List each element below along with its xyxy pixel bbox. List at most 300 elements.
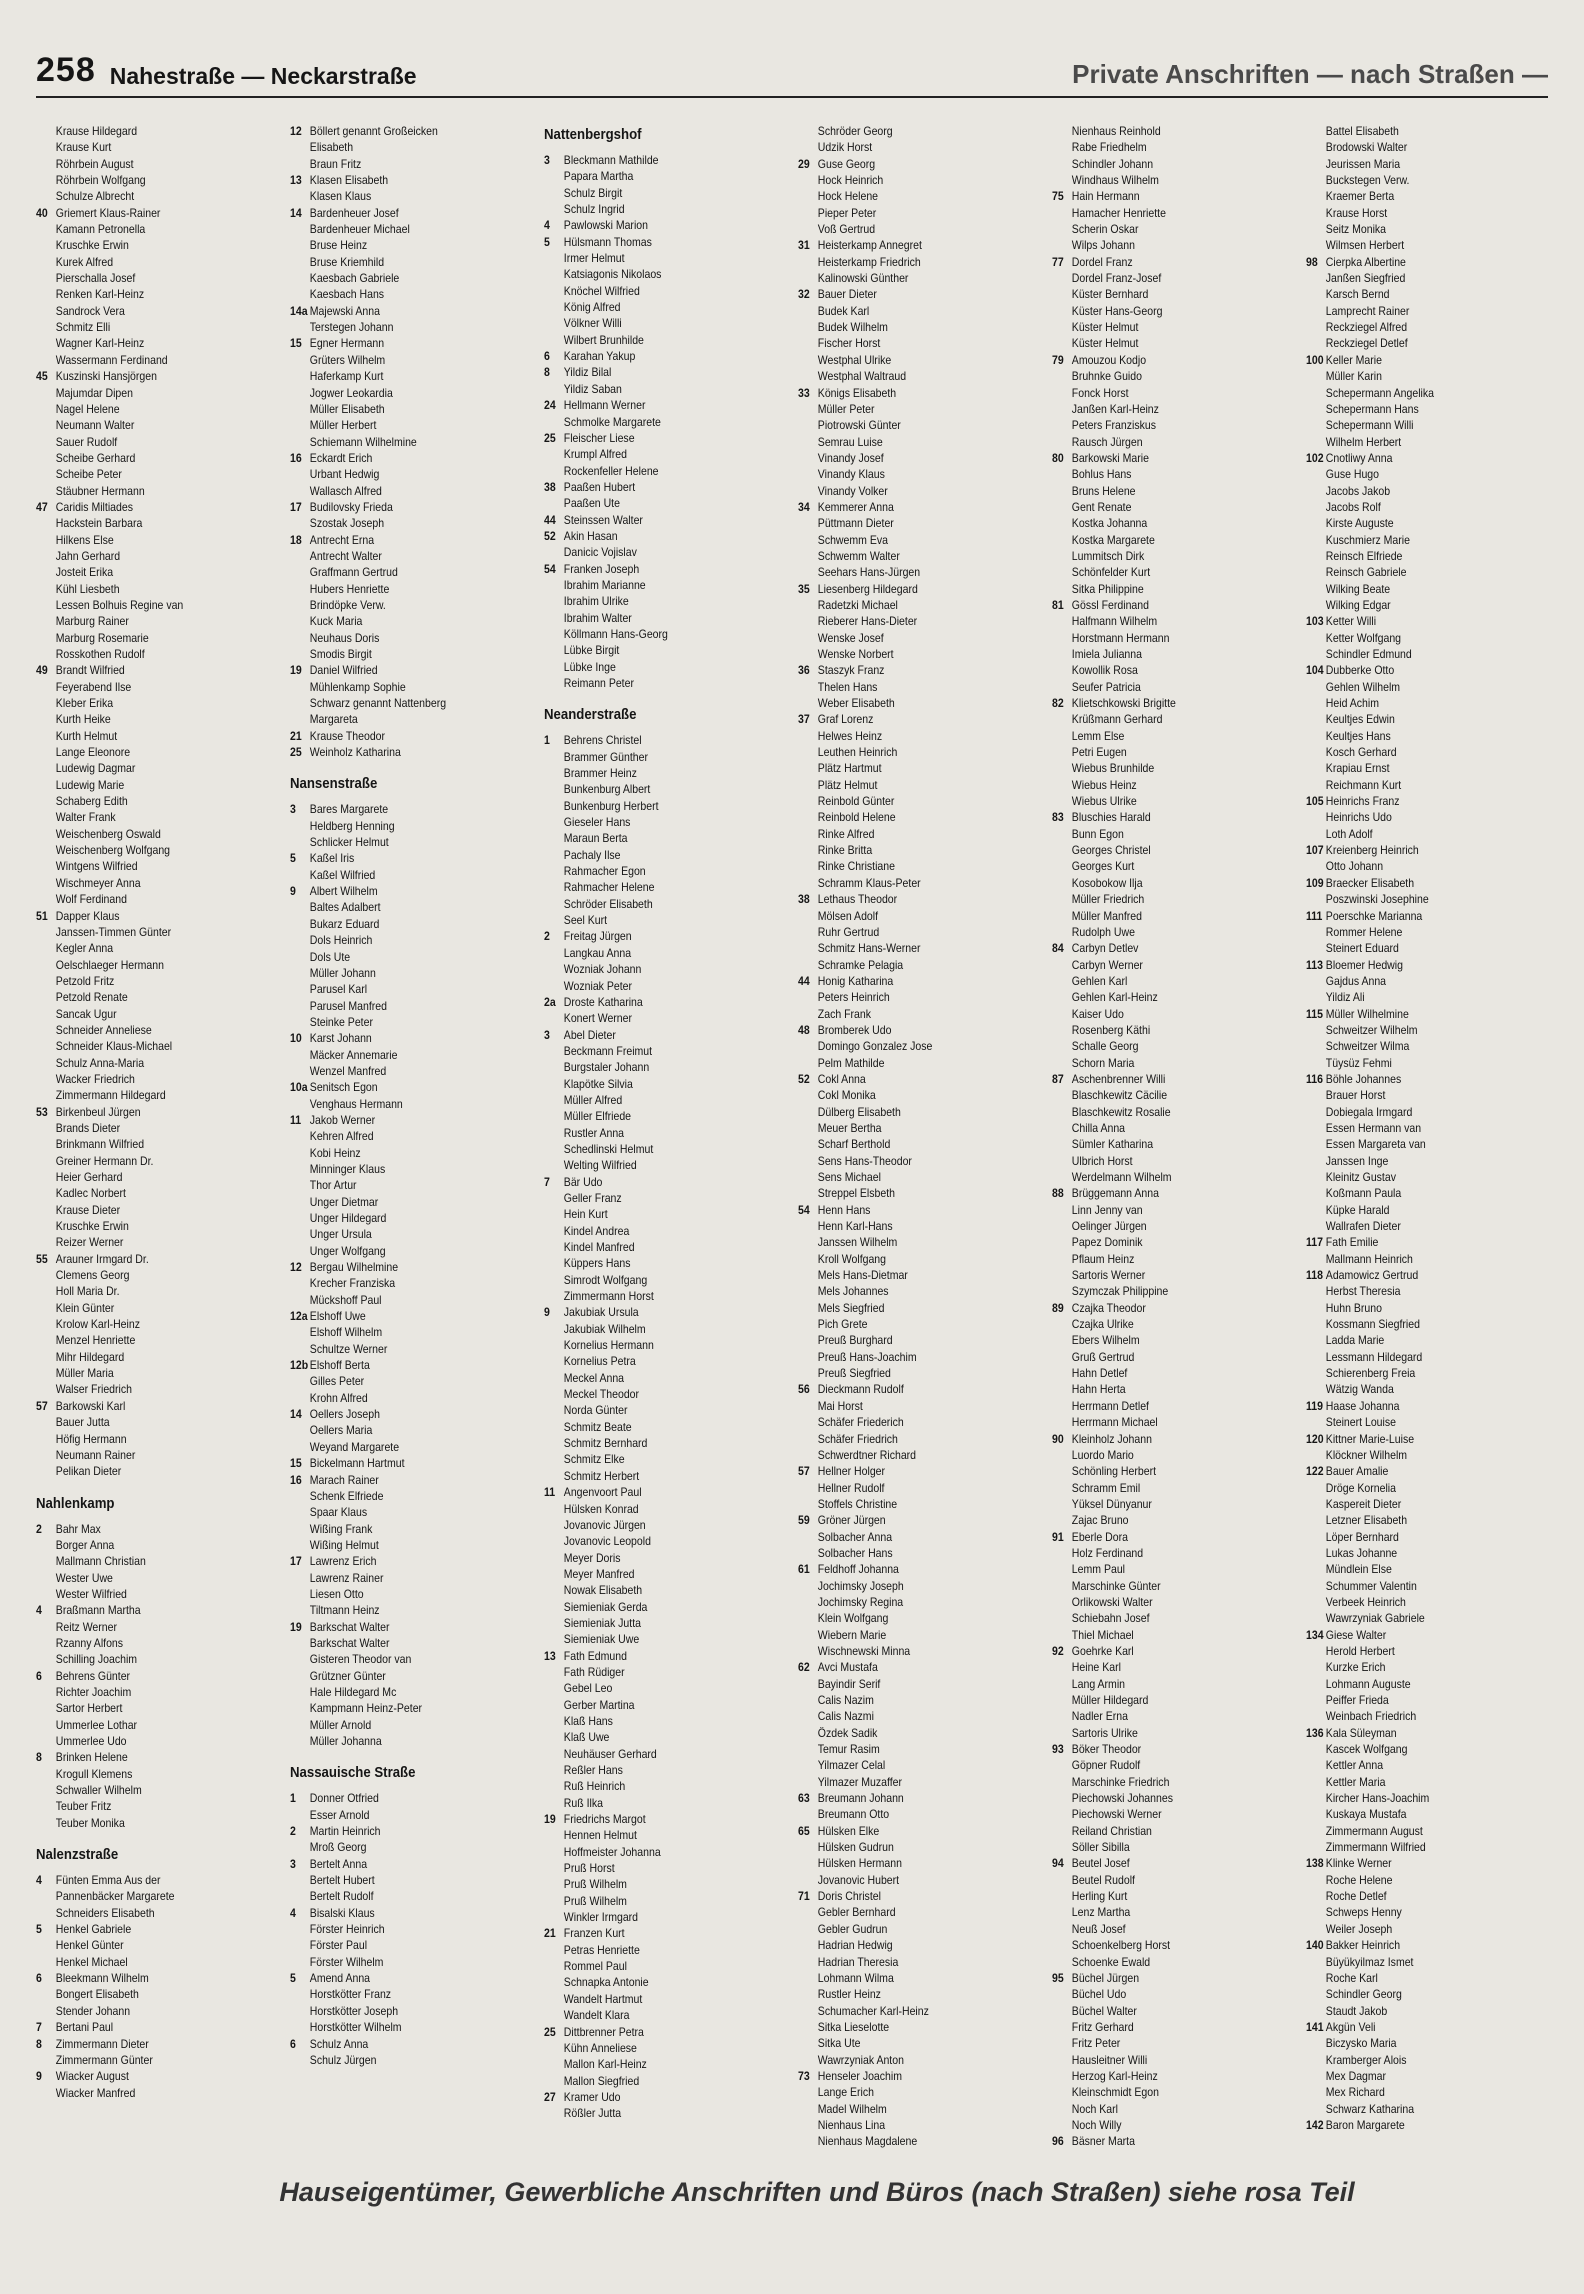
resident-name: Sartoris Werner (1071, 1269, 1146, 1283)
house-number: 103 (1306, 615, 1324, 629)
resident-name: Schilling Joachim (55, 1653, 138, 1667)
directory-entry (36, 1955, 257, 1971)
resident-name: Horstkötter Joseph (309, 2004, 399, 2018)
directory-entry (290, 1620, 511, 1636)
directory-entry (1306, 712, 1527, 728)
directory-entry (1306, 598, 1527, 614)
directory-entry (798, 124, 1019, 140)
resident-name: Piechowski Johannes (1071, 1792, 1173, 1806)
directory-entry (290, 402, 511, 418)
directory-entry (1306, 1382, 1527, 1398)
directory-entry (36, 1121, 257, 1137)
resident-name: Müller Wilhelmine (1325, 1007, 1409, 1021)
directory-entry (1052, 1497, 1273, 1513)
resident-name: Krapiau Ernst (1325, 762, 1390, 776)
resident-name: Schneider Anneliese (55, 1023, 152, 1037)
resident-name: Blaschkewitz Rosalie (1071, 1105, 1171, 1119)
directory-entry (798, 206, 1019, 222)
directory-entry (1306, 1056, 1527, 1072)
directory-entry (798, 1856, 1019, 1872)
directory-entry (36, 1105, 257, 1121)
directory-entry (290, 729, 511, 745)
directory-entry (1052, 1415, 1273, 1431)
resident-name: Lemm Else (1071, 729, 1125, 743)
directory-entry (1052, 1562, 1273, 1578)
resident-name: Brammer Heinz (563, 767, 637, 781)
resident-name: Calis Nazmi (817, 1710, 874, 1724)
resident-name: Amouzou Kodjo (1071, 353, 1147, 367)
directory-entry (36, 516, 257, 532)
resident-name: Herbst Theresia (1325, 1285, 1401, 1299)
directory-entry (36, 304, 257, 320)
house-number: 73 (798, 2069, 810, 2083)
resident-name: Hahn Detlef (1071, 1367, 1128, 1381)
resident-name: Pachaly Ilse (563, 848, 621, 862)
resident-name: Wassermann Ferdinand (55, 353, 168, 367)
resident-name: Kampmann Heinz-Peter (309, 1702, 423, 1716)
resident-name: Majewski Anna (309, 304, 380, 318)
directory-entry (1052, 1023, 1273, 1039)
directory-entry (798, 1105, 1019, 1121)
resident-name: Kaesbach Hans (309, 288, 385, 302)
resident-name: Essen Margareta van (1325, 1138, 1426, 1152)
resident-name: Reinsch Elfriede (1325, 549, 1403, 563)
resident-name: Kemmerer Anna (817, 500, 894, 514)
directory-entry (798, 1415, 1019, 1431)
house-number: 2 (544, 930, 550, 944)
house-number: 92 (1052, 1644, 1064, 1658)
directory-entry (1052, 2069, 1273, 2085)
directory-entry (290, 999, 511, 1015)
directory-entry (1306, 386, 1527, 402)
resident-name: Liesenberg Hildegard (817, 582, 918, 596)
resident-name: Karst Johann (309, 1032, 372, 1046)
directory-entry (290, 1587, 511, 1603)
resident-name: Schultze Werner (309, 1342, 388, 1356)
directory-entry (36, 1783, 257, 1799)
house-number: 105 (1306, 795, 1324, 809)
resident-name: Domingo Gonzalez Jose (817, 1040, 933, 1054)
directory-entry (1306, 271, 1527, 287)
house-number: 140 (1306, 1939, 1324, 1953)
resident-name: Unger Hildegard (309, 1212, 387, 1225)
directory-entry (798, 287, 1019, 303)
directory-entry (798, 1562, 1019, 1578)
directory-entry (798, 1824, 1019, 1840)
resident-name: Orlikowski Walter (1071, 1595, 1153, 1609)
directory-entry (290, 435, 511, 451)
resident-name: Wester Wilfried (55, 1587, 127, 1601)
directory-entry (1306, 533, 1527, 549)
resident-name: Ummerlee Udo (55, 1735, 127, 1748)
resident-name: Scherin Oskar (1071, 223, 1139, 237)
resident-name: Preuß Burghard (817, 1334, 893, 1348)
directory-entry (36, 1170, 257, 1186)
resident-name: Wilmsen Herbert (1325, 239, 1405, 253)
directory-entry (36, 206, 257, 222)
resident-name: Bluschies Harald (1071, 811, 1151, 825)
directory-entry (290, 467, 511, 483)
resident-name: Jovanovic Jürgen (563, 1518, 646, 1532)
directory-entry (1052, 1333, 1273, 1349)
resident-name: Rosskothen Rudolf (55, 648, 145, 661)
house-number: 14a (290, 304, 308, 318)
directory-entry (1306, 1007, 1527, 1023)
directory-entry (798, 1595, 1019, 1611)
directory-entry (544, 1910, 765, 1926)
directory-entry (544, 1338, 765, 1354)
resident-name: Förster Wilhelm (309, 1955, 384, 1969)
directory-entry (1052, 1922, 1273, 1938)
resident-name: Gröner Jürgen (817, 1514, 886, 1528)
resident-name: Bleckmann Mathilde (563, 154, 659, 167)
directory-entry (1052, 761, 1273, 777)
resident-name: Schneider Klaus-Michael (55, 1040, 173, 1054)
column-3 (544, 124, 790, 2121)
resident-name: Langkau Anna (563, 946, 632, 960)
resident-name: Schlicker Helmut (309, 836, 389, 850)
directory-entry (1052, 353, 1273, 369)
resident-name: Höfig Hermann (55, 1432, 127, 1446)
resident-name: Schwaller Wilhelm (55, 1784, 142, 1798)
directory-entry (1306, 1088, 1527, 1104)
resident-name: Oelinger Jürgen (1071, 1220, 1147, 1234)
directory-entry (36, 582, 257, 598)
directory-entry (290, 549, 511, 565)
directory-entry (1306, 827, 1527, 843)
resident-name: Fonck Horst (1071, 386, 1129, 400)
resident-name: Weiler Joseph (1325, 1922, 1393, 1936)
resident-name: Janßen Karl-Heinz (1071, 402, 1159, 416)
resident-name: Gebler Bernhard (817, 1906, 896, 1920)
directory-entry (36, 729, 257, 745)
directory-entry (290, 851, 511, 867)
directory-entry (798, 1023, 1019, 1039)
resident-name: Mex Richard (1325, 2086, 1385, 2100)
directory-entry (544, 1600, 765, 1616)
resident-name: Hackstein Barbara (55, 517, 143, 531)
directory-entry (544, 1028, 765, 1044)
house-number: 12 (290, 1261, 302, 1275)
directory-entry (36, 271, 257, 287)
directory-entry (1306, 1252, 1527, 1268)
resident-name: Marburg Rosemarie (55, 631, 149, 645)
house-number: 77 (1052, 255, 1064, 269)
resident-name: Büchel Udo (1071, 1988, 1127, 2002)
resident-name: König Alfred (563, 301, 621, 315)
directory-entry (544, 995, 765, 1011)
resident-name: Scheibe Peter (55, 468, 122, 482)
directory-entry (544, 464, 765, 480)
resident-name: Lummitsch Dirk (1071, 549, 1145, 563)
resident-name: Schäfer Friederich (817, 1416, 904, 1430)
resident-name: Böllert genannt Großeicken (309, 125, 438, 138)
resident-name: Dols Heinrich (309, 934, 373, 948)
directory-entry (290, 353, 511, 369)
directory-entry (1306, 614, 1527, 630)
house-number: 138 (1306, 1857, 1324, 1871)
directory-entry (36, 1186, 257, 1202)
directory-entry (290, 982, 511, 998)
directory-entry (36, 761, 257, 777)
resident-name: Franken Joseph (563, 562, 640, 576)
directory-entry (544, 316, 765, 332)
resident-name: Schindler Edmund (1325, 648, 1412, 661)
directory-entry (1052, 1464, 1273, 1480)
directory-entry (1306, 1399, 1527, 1415)
directory-entry (1052, 1660, 1273, 1676)
directory-entry (798, 745, 1019, 761)
resident-name: Czajka Ulrike (1071, 1318, 1134, 1332)
directory-entry (798, 402, 1019, 418)
directory-entry (544, 913, 765, 929)
resident-name: Meyer Manfred (563, 1567, 635, 1581)
resident-name: Schwemm Walter (817, 549, 900, 563)
resident-name: Eberle Dora (1071, 1530, 1128, 1544)
resident-name: Bruns Helene (1071, 484, 1136, 498)
house-number: 21 (290, 729, 302, 743)
house-number: 104 (1306, 664, 1324, 678)
resident-name: Preuß Siegfried (817, 1367, 891, 1381)
directory-entry (798, 1987, 1019, 2003)
directory-entry (798, 255, 1019, 271)
resident-name: Schepermann Angelika (1325, 386, 1434, 400)
resident-name: Majumdar Dipen (55, 386, 133, 400)
resident-name: Mels Hans-Dietmar (817, 1269, 908, 1283)
resident-name: Ibrahim Walter (563, 611, 632, 625)
resident-name: Wozniak Johann (563, 963, 642, 977)
directory-entry (36, 549, 257, 565)
directory-entry (798, 1301, 1019, 1317)
directory-entry (544, 365, 765, 381)
resident-name: Hülsken Elke (817, 1824, 880, 1838)
directory-entry (1306, 500, 1527, 516)
resident-name: Liesen Otto (309, 1587, 364, 1601)
directory-entry (798, 2020, 1019, 2036)
directory-entry (1306, 435, 1527, 451)
directory-entry (1306, 418, 1527, 434)
resident-name: Otto Johann (1325, 860, 1384, 874)
house-number: 1 (544, 734, 550, 748)
resident-name: Aschenbrenner Willi (1071, 1072, 1166, 1086)
directory-entry (36, 1056, 257, 1072)
directory-entry (798, 222, 1019, 238)
resident-name: Richter Joachim (55, 1685, 132, 1699)
directory-entry (1052, 451, 1273, 467)
directory-entry (1052, 1235, 1273, 1251)
street-heading: Nansenstraße (290, 775, 378, 793)
house-number: 13 (290, 174, 302, 188)
resident-name: Daniel Wilfried (309, 664, 378, 678)
resident-name: Oellers Maria (309, 1424, 373, 1438)
house-number: 100 (1306, 353, 1324, 367)
resident-name: Wiacker August (55, 2070, 129, 2084)
house-number: 35 (798, 582, 810, 596)
resident-name: Wozniak Peter (563, 979, 633, 993)
directory-entry (290, 1636, 511, 1652)
resident-name: Yildiz Saban (563, 382, 622, 396)
resident-name: Heisterkamp Annegret (817, 239, 922, 253)
resident-name: Koßmann Paula (1325, 1187, 1402, 1201)
directory-entry (36, 189, 257, 205)
resident-name: Paaßen Ute (563, 497, 620, 511)
directory-entry (1306, 1693, 1527, 1709)
resident-name: Piechowski Werner (1071, 1808, 1162, 1822)
directory-entry (544, 1714, 765, 1730)
resident-name: Kobi Heinz (309, 1146, 361, 1160)
directory-entry (798, 794, 1019, 810)
resident-name: Biczysko Maria (1325, 2037, 1397, 2051)
directory-entry (1052, 1840, 1273, 1856)
resident-name: Carbyn Werner (1071, 958, 1143, 972)
directory-entry (1306, 696, 1527, 712)
resident-name: Schwarz genannt Nattenberg (309, 697, 447, 711)
directory-entry (1052, 712, 1273, 728)
resident-name: Brauer Horst (1325, 1089, 1386, 1103)
resident-name: Heine Karl (1071, 1661, 1121, 1675)
resident-name: Schulz Anna (309, 2037, 369, 2051)
resident-name: Schulz Anna-Maria (55, 1056, 145, 1070)
directory-entry (544, 398, 765, 414)
resident-name: Wintgens Wilfried (55, 860, 138, 874)
directory-entry (798, 1742, 1019, 1758)
resident-name: Georges Christel (1071, 844, 1151, 858)
resident-name: Pruß Wilhelm (563, 1894, 627, 1908)
resident-name: Pruß Horst (563, 1862, 615, 1876)
resident-name: Bauer Amalie (1325, 1465, 1389, 1479)
resident-name: Helwes Heinz (817, 729, 883, 743)
directory-entry (290, 451, 511, 467)
resident-name: Hennen Helmut (563, 1829, 637, 1843)
directory-entry (544, 750, 765, 766)
resident-name: Lange Erich (817, 2086, 874, 2100)
resident-name: Papez Dominik (1071, 1236, 1143, 1250)
resident-name: Behrens Günter (55, 1669, 131, 1683)
resident-name: Barkschat Walter (309, 1636, 390, 1650)
resident-name: Bunn Egon (1071, 827, 1124, 841)
house-number: 89 (1052, 1301, 1064, 1315)
directory-entry (290, 1489, 511, 1505)
resident-name: Janssen-Timmen Günter (55, 925, 172, 939)
resident-name: Krogull Klemens (55, 1767, 133, 1781)
directory-entry (1306, 1170, 1527, 1186)
resident-name: Rinke Alfred (817, 827, 875, 841)
resident-name: Wiebus Brunhilde (1071, 762, 1155, 776)
directory-entry (798, 1121, 1019, 1137)
directory-entry (290, 1358, 511, 1374)
house-number: 2a (544, 995, 556, 1009)
directory-entry (544, 186, 765, 202)
resident-name: Bickelmann Hartmut (309, 1457, 405, 1471)
resident-name: Pich Grete (817, 1318, 868, 1332)
directory-entry (1306, 1203, 1527, 1219)
directory-entry (1306, 941, 1527, 957)
resident-name: Martin Heinrich (309, 1825, 381, 1839)
directory-entry (798, 2004, 1019, 2020)
directory-entry (1306, 1301, 1527, 1317)
directory-entry (290, 1064, 511, 1080)
resident-name: Schulz Birgit (563, 186, 623, 200)
resident-name: Herrmann Detlef (1071, 1399, 1149, 1413)
directory-entry (1052, 402, 1273, 418)
resident-name: Neuhaus Doris (309, 631, 380, 645)
resident-name: Herling Kurt (1071, 1890, 1128, 1904)
resident-name: Bisalski Klaus (309, 1906, 375, 1920)
resident-name: Semrau Luise (817, 435, 883, 449)
directory-entry (544, 1060, 765, 1076)
resident-name: Kühl Liesbeth (55, 582, 120, 596)
resident-name: Königs Elisabeth (817, 386, 897, 400)
resident-name: Fath Emilie (1325, 1236, 1379, 1250)
directory-entry (1306, 1333, 1527, 1349)
directory-entry (1306, 1448, 1527, 1464)
directory-entry (36, 745, 257, 761)
directory-entry (290, 533, 511, 549)
resident-name: Marschinke Friedrich (1071, 1775, 1170, 1789)
house-number: 83 (1052, 811, 1064, 825)
resident-name: Windhaus Wilhelm (1071, 174, 1159, 188)
directory-entry (290, 2020, 511, 2036)
house-number: 19 (544, 1813, 556, 1827)
resident-name: Göpner Rudolf (1071, 1759, 1141, 1773)
directory-entry (1306, 222, 1527, 238)
directory-entry (1052, 631, 1273, 647)
directory-entry (798, 2053, 1019, 2069)
directory-entry (1052, 1758, 1273, 1774)
resident-name: Konert Werner (563, 1012, 633, 1026)
directory-entry (544, 1959, 765, 1975)
directory-entry (36, 974, 257, 990)
directory-entry (798, 663, 1019, 679)
directory-entry (544, 1126, 765, 1142)
resident-name: Bertani Paul (55, 2021, 114, 2035)
street-heading: Nahlenkamp (36, 1494, 115, 1512)
resident-name: Braun Fritz (309, 157, 362, 171)
resident-name: Meckel Anna (563, 1371, 625, 1385)
footer-note: Hauseigentümer, Gewerbliche Anschriften und Büros (nach Straßen) siehe rosa Teil (279, 2176, 1355, 2207)
directory-entry (1306, 124, 1527, 140)
directory-entry (544, 1943, 765, 1959)
resident-name: Heinrichs Franz (1325, 795, 1400, 809)
resident-name: Sitka Ute (817, 2037, 861, 2051)
directory-entry (290, 868, 511, 884)
directory-entry (1052, 1987, 1273, 2003)
directory-entry (290, 255, 511, 271)
directory-entry (544, 627, 765, 643)
resident-name: Hausleitner Willi (1071, 2053, 1148, 2067)
directory-entry (36, 925, 257, 941)
resident-name: Mels Johannes (817, 1285, 889, 1299)
house-number: 19 (290, 1620, 302, 1634)
directory-entry (1052, 1154, 1273, 1170)
house-number: 47 (36, 500, 48, 514)
house-number: 10a (290, 1081, 308, 1095)
directory-entry (290, 1309, 511, 1325)
house-number: 4 (36, 1604, 42, 1618)
directory-entry (290, 1554, 511, 1570)
directory-entry (36, 222, 257, 238)
resident-name: Battel Elisabeth (1325, 125, 1399, 138)
house-number: 3 (290, 803, 296, 817)
directory-entry (544, 2008, 765, 2024)
resident-name: Graf Lorenz (817, 713, 874, 727)
directory-entry (544, 1992, 765, 2008)
resident-name: Klinke Werner (1325, 1857, 1392, 1871)
directory-entry (36, 2020, 257, 2036)
directory-entry (544, 382, 765, 398)
directory-entry (36, 1652, 257, 1668)
resident-name: Madel Wilhelm (817, 2102, 887, 2116)
